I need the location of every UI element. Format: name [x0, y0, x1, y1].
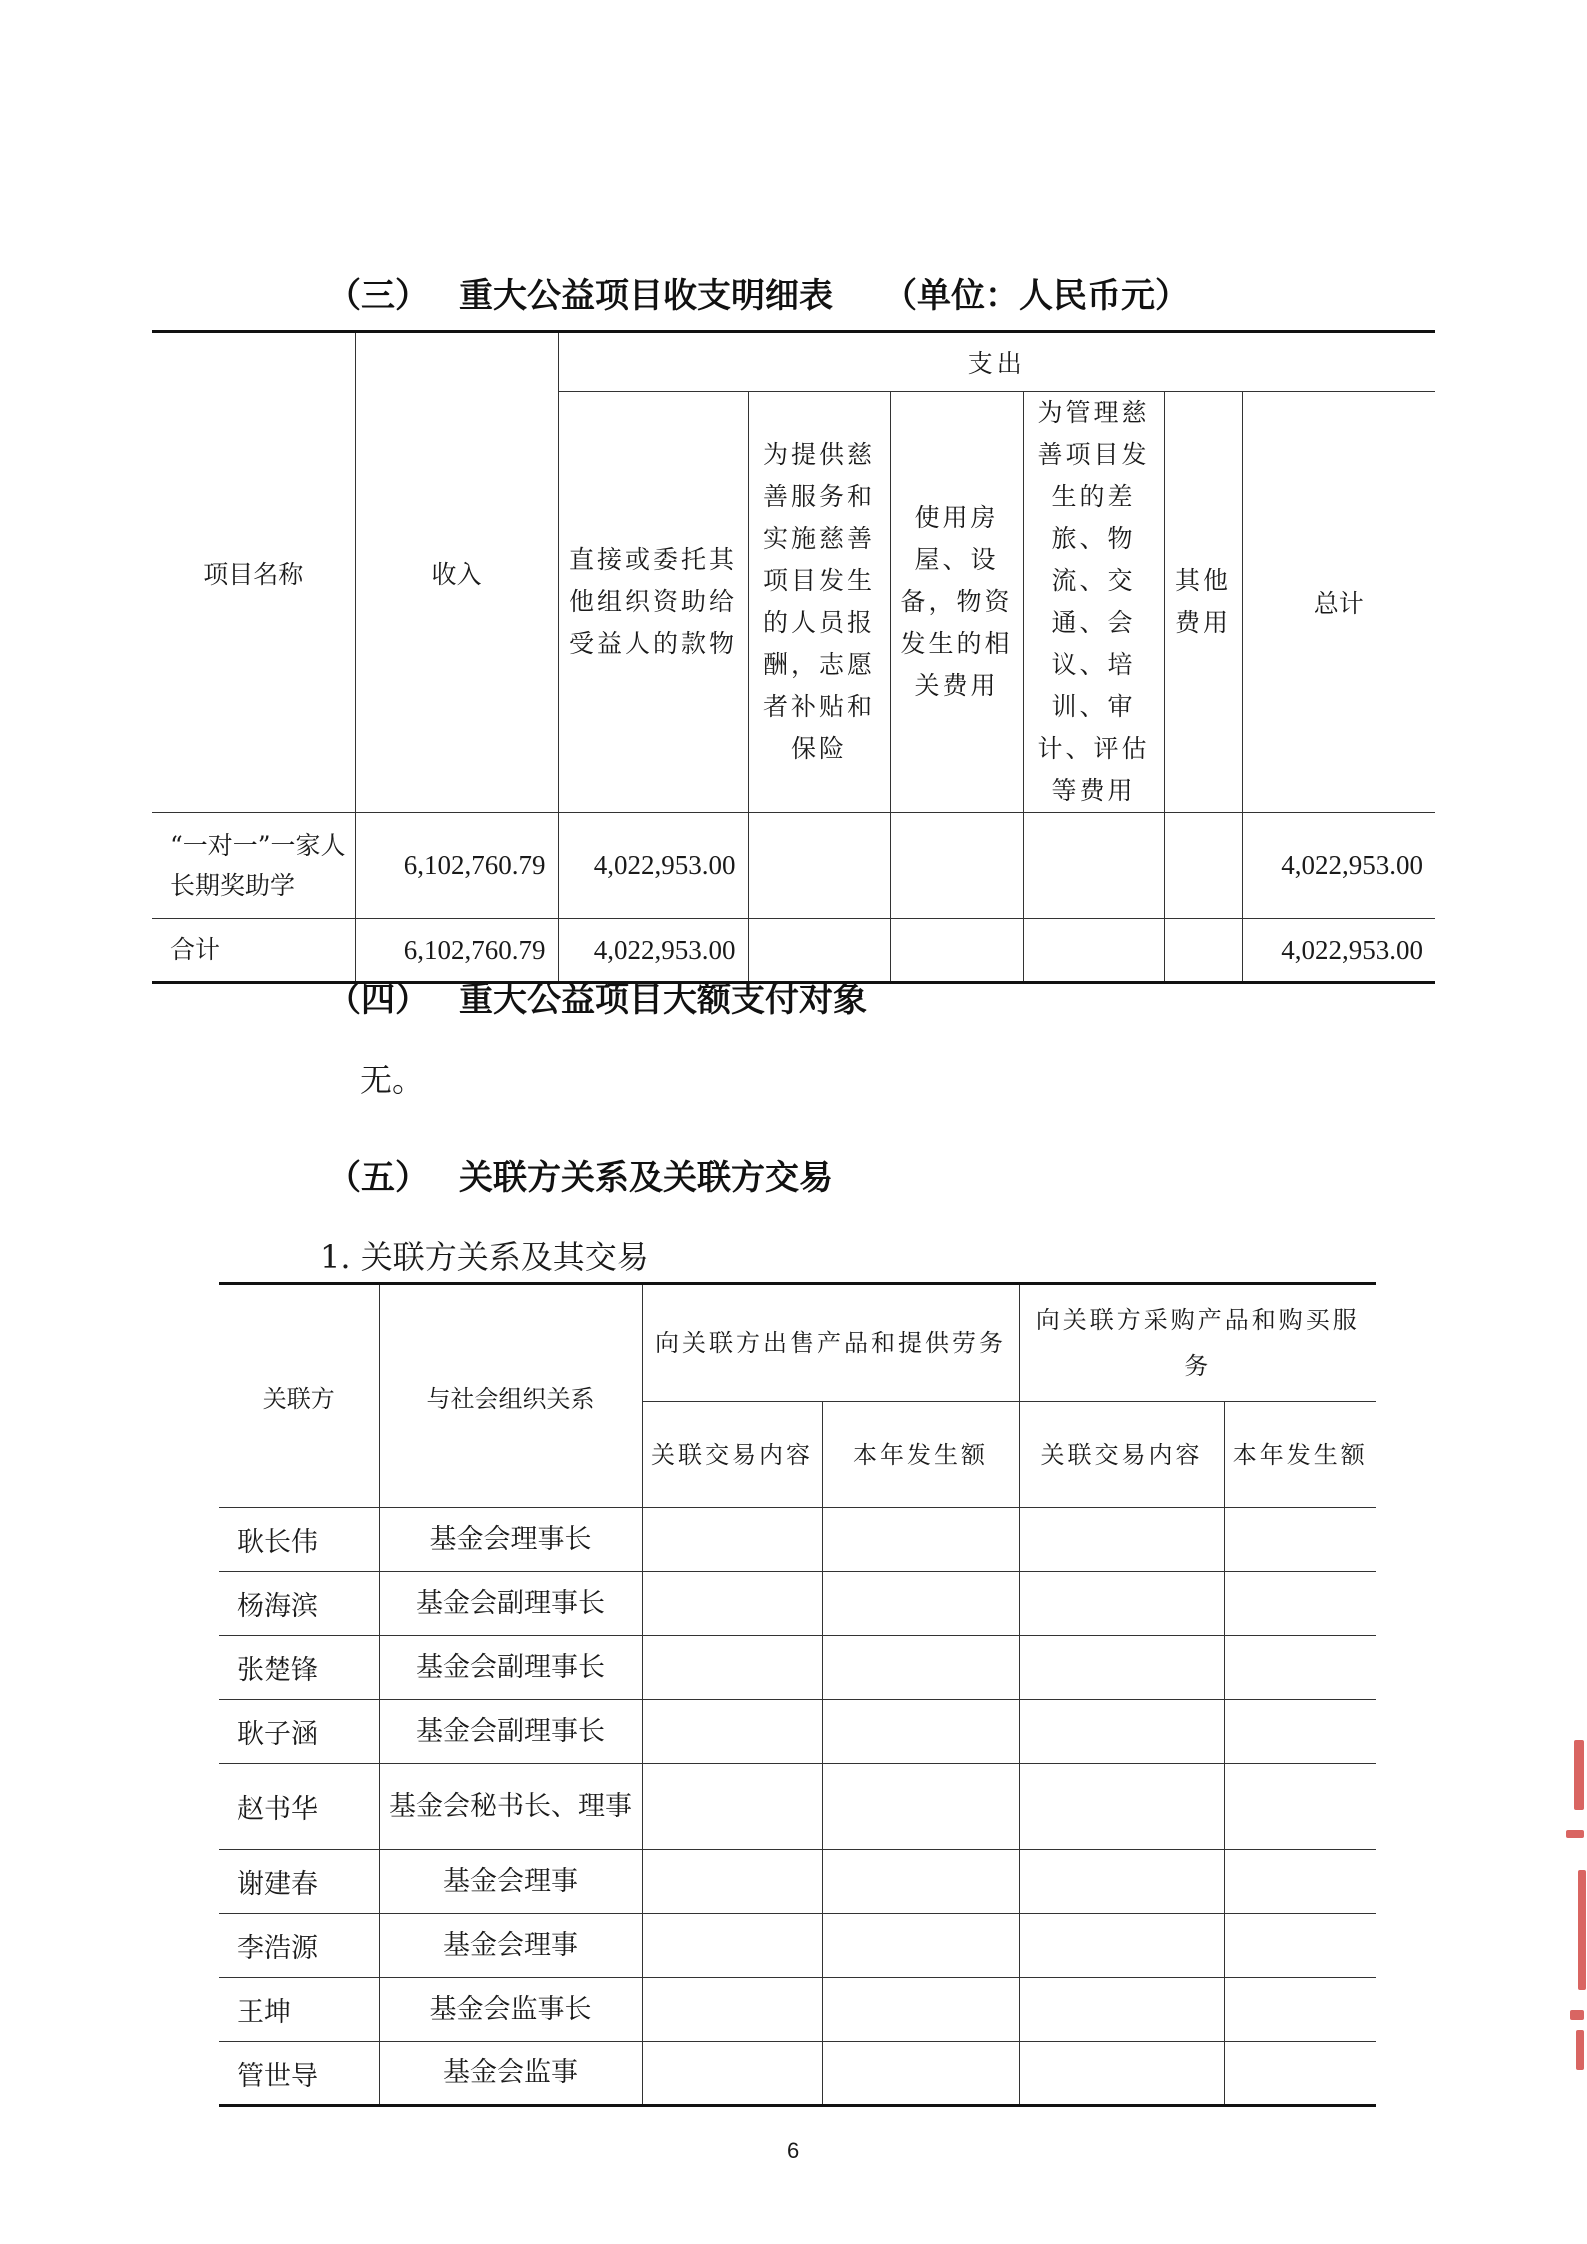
section-4-heading	[327, 972, 867, 1021]
project-name-cell: 合计	[152, 919, 355, 983]
header-sales-amount: 本年发生额	[822, 1402, 1019, 1508]
section-5-heading	[327, 1150, 833, 1199]
header-expenditure: 支出	[558, 332, 1435, 392]
table-row	[219, 1508, 1376, 1572]
header-income: 收入	[355, 332, 558, 813]
page-number: 6	[787, 2138, 800, 2163]
income-cell: 6,102,760.79	[355, 813, 558, 919]
header-relation: 与社会组织关系	[379, 1284, 642, 1508]
header-staff-cost: 为提供慈善服务和实施慈善项目发生的人员报酬，志愿者补贴和保险	[748, 392, 890, 813]
management-cost-cell	[1023, 919, 1164, 983]
header-sales-content: 关联交易内容	[642, 1402, 822, 1508]
header-purchase-amount: 本年发生额	[1224, 1402, 1376, 1508]
total-cell: 4,022,953.00	[1242, 813, 1435, 919]
section-3-number: （三）	[327, 276, 429, 316]
table-row	[219, 1978, 1376, 2042]
table-row	[219, 1764, 1376, 1850]
party-name: 耿长伟	[219, 1508, 379, 1572]
section-3-unit: （单位：人民币元）	[883, 276, 1189, 316]
related-party-table	[219, 1282, 1376, 2107]
direct-aid-cell: 4,022,953.00	[558, 813, 748, 919]
party-name: 张楚锋	[219, 1636, 379, 1700]
party-relation: 基金会监事长	[379, 1978, 642, 2042]
table-row	[219, 1636, 1376, 1700]
section-3-title: 重大公益项目收支明细表	[459, 276, 833, 316]
project-income-expenditure-table	[152, 330, 1435, 984]
staff-cost-cell	[748, 813, 890, 919]
party-name: 管世导	[219, 2042, 379, 2106]
party-name: 谢建春	[219, 1850, 379, 1914]
table-row	[152, 813, 1435, 919]
party-name: 王坤	[219, 1978, 379, 2042]
other-cost-cell	[1164, 919, 1242, 983]
header-direct-aid: 直接或委托其他组织资助给受益人的款物	[558, 392, 748, 813]
party-name: 杨海滨	[219, 1572, 379, 1636]
section-3-heading	[327, 268, 1189, 317]
header-related-party: 关联方	[219, 1284, 379, 1508]
table-row	[219, 2042, 1376, 2106]
table-row	[219, 1572, 1376, 1636]
section-4-number: （四）	[327, 980, 429, 1020]
direct-aid-cell: 4,022,953.00	[558, 919, 748, 983]
party-relation: 基金会理事	[379, 1914, 642, 1978]
total-cell: 4,022,953.00	[1242, 919, 1435, 983]
header-purchase-content: 关联交易内容	[1019, 1402, 1224, 1508]
management-cost-cell	[1023, 813, 1164, 919]
party-relation: 基金会秘书长、理事	[379, 1764, 642, 1850]
party-relation: 基金会理事	[379, 1850, 642, 1914]
header-management-cost: 为管理慈善项目发生的差旅、物流、交通、会议、培训、审计、评估等费用	[1023, 392, 1164, 813]
section-4-content: 无。	[360, 1061, 425, 1099]
party-name: 赵书华	[219, 1764, 379, 1850]
header-sales-to-party: 向关联方出售产品和提供劳务	[642, 1284, 1019, 1402]
party-relation: 基金会监事	[379, 2042, 642, 2106]
property-cost-cell	[890, 813, 1023, 919]
party-name: 耿子涵	[219, 1700, 379, 1764]
party-relation: 基金会副理事长	[379, 1700, 642, 1764]
section-4-title: 重大公益项目大额支付对象	[459, 980, 867, 1020]
header-total: 总计	[1242, 392, 1435, 813]
header-project-name: 项目名称	[152, 332, 355, 813]
section-5-number: （五）	[327, 1158, 429, 1198]
party-relation: 基金会副理事长	[379, 1572, 642, 1636]
header-property-cost: 使用房屋、设备，物资发生的相关费用	[890, 392, 1023, 813]
other-cost-cell	[1164, 813, 1242, 919]
project-name-cell: “一对一”一家人长期奖助学	[152, 813, 355, 919]
property-cost-cell	[890, 919, 1023, 983]
section-5-subheading: 1. 关联方关系及其交易	[320, 1238, 649, 1276]
header-other-cost: 其他费用	[1164, 392, 1242, 813]
section-5-title: 关联方关系及关联方交易	[459, 1158, 833, 1198]
income-cell: 6,102,760.79	[355, 919, 558, 983]
party-name: 李浩源	[219, 1914, 379, 1978]
table-row	[219, 1914, 1376, 1978]
party-relation: 基金会副理事长	[379, 1636, 642, 1700]
table-row	[219, 1700, 1376, 1764]
header-purchase-from-party: 向关联方采购产品和购买服务	[1019, 1284, 1376, 1402]
table-row	[219, 1850, 1376, 1914]
party-relation: 基金会理事长	[379, 1508, 642, 1572]
